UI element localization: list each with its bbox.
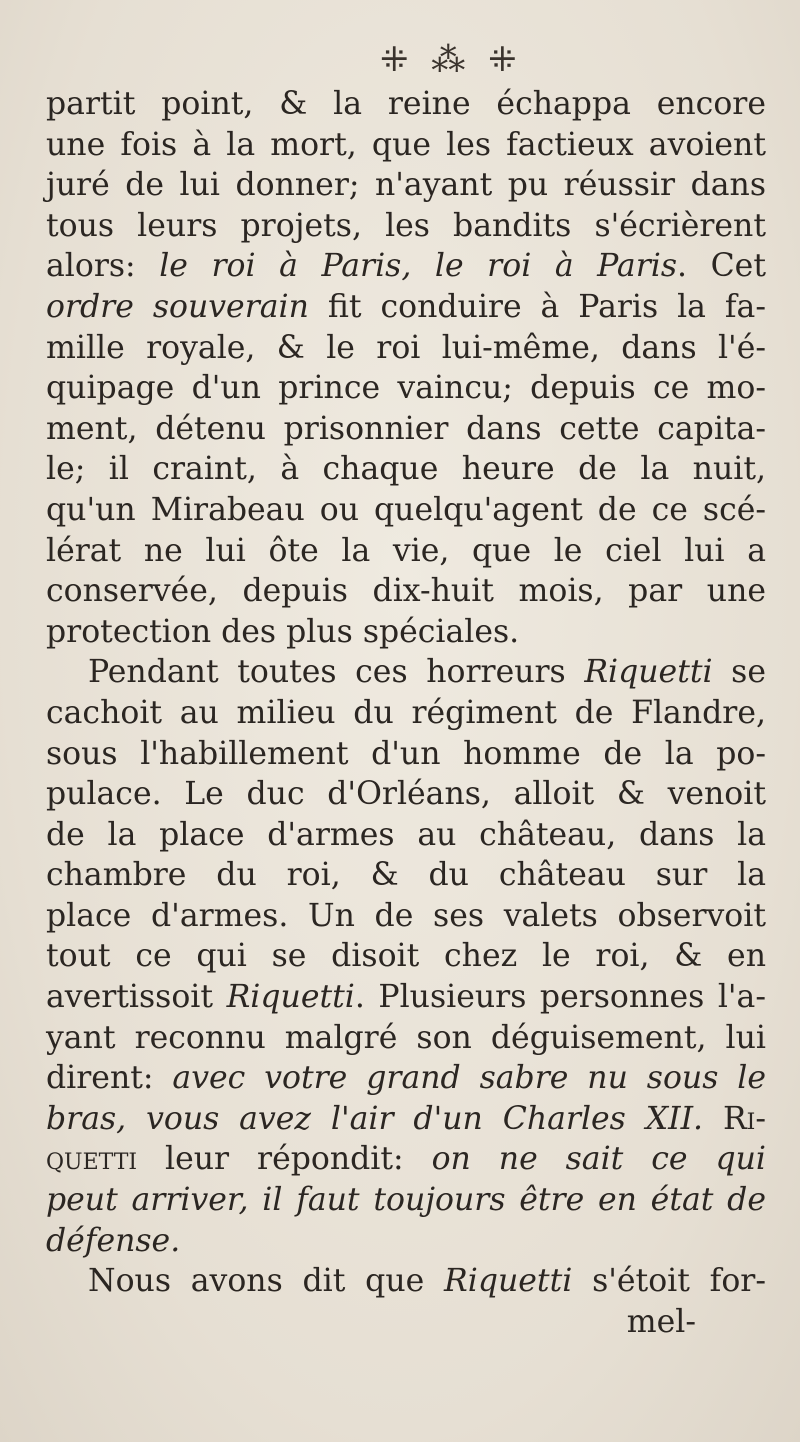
text-line	[46, 1099, 766, 1140]
text-run: fit conduire à Paris la fa-	[308, 288, 766, 325]
page-ornament: ⁜ ⁂ ⁜	[380, 40, 523, 80]
text-line: quipage d'un prince vaincu; depuis ce mo-	[46, 370, 766, 407]
text-line	[46, 246, 766, 287]
text-line: yant reconnu malgré son déguisement, lui	[46, 1019, 766, 1056]
text-run: alors:	[46, 248, 160, 285]
text-line: mille royale, & le roi lui-même, dans l'é-	[46, 329, 766, 366]
text-line: sous l'habillement d'un homme de la po-	[46, 735, 766, 772]
italic-run: bras, vous avez l'air d'un Charles XII.	[46, 1100, 704, 1137]
text-line	[46, 287, 766, 328]
text-line	[46, 1261, 766, 1302]
italic-run: Riquetti	[444, 1263, 573, 1300]
text-line: place d'armes. Un de ses valets observoit	[46, 897, 766, 934]
text-line: ment, détenu prisonnier dans cette capita-	[46, 410, 766, 447]
text-run: dirent:	[46, 1060, 173, 1097]
text-line: lérat ne lui ôte la vie, que le ciel lui a	[46, 532, 766, 569]
text-line	[46, 1180, 766, 1221]
text-line	[46, 652, 766, 693]
text-line: cachoit au milieu du régiment de Flandre,	[46, 694, 766, 731]
text-run: se	[712, 654, 766, 691]
italic-run: peut arriver, il faut toujours être en état de	[46, 1182, 766, 1219]
text-line: le; il craint, à chaque heure de la nuit,	[46, 451, 766, 488]
italic-run: Riquetti	[226, 979, 355, 1016]
text-line: qu'un Mirabeau ou quelqu'agent de ce scé-	[46, 491, 766, 528]
text-run: leur répondit:	[137, 1141, 432, 1178]
smallcaps-run: quetti	[46, 1141, 138, 1178]
text-line	[46, 1139, 766, 1180]
text-line: tous leurs projets, les bandits s'écrièrent	[46, 207, 766, 244]
text-line: partit point, & la reine échappa encore	[46, 86, 766, 122]
catchword: mel-	[626, 1303, 696, 1340]
text-line: chambre du roi, & du château sur la	[46, 857, 766, 894]
text-line	[46, 977, 766, 1018]
smallcaps-run: Ri-	[703, 1100, 766, 1137]
text-line: de la place d'armes au château, dans la	[46, 816, 766, 853]
text-line: une fois à la mort, que les factieux avoient	[46, 126, 766, 163]
text-run: Pendant toutes ces horreurs	[88, 654, 585, 691]
text-line: pulace. Le duc d'Orléans, alloit & venoit	[46, 776, 766, 813]
italic-run: avec votre grand sabre nu sous le	[172, 1060, 766, 1097]
text-run: avertissoit	[46, 979, 227, 1016]
body-text	[46, 84, 766, 1342]
italic-run: le roi à Paris, le roi à Paris	[159, 248, 678, 285]
italic-run: défense.	[46, 1222, 181, 1259]
italic-run: ordre souverain	[46, 288, 309, 325]
text-line: juré de lui donner; n'ayant pu réussir dans	[46, 167, 766, 204]
text-line	[46, 1221, 766, 1262]
text-line	[46, 1058, 766, 1099]
text-line: tout ce qui se disoit chez le roi, & en	[46, 938, 766, 975]
italic-run: on ne sait ce qui	[431, 1141, 766, 1178]
text-line: protection des plus spéciales.	[46, 613, 520, 650]
italic-run: Riquetti	[584, 654, 713, 691]
text-run: . Cet	[677, 248, 766, 285]
text-run: Nous avons dit que	[88, 1263, 445, 1300]
text-run: . Plusieurs personnes l'a-	[354, 979, 766, 1016]
text-line: conservée, depuis dix-huit mois, par une	[46, 573, 766, 610]
text-run: s'étoit for-	[572, 1263, 766, 1300]
